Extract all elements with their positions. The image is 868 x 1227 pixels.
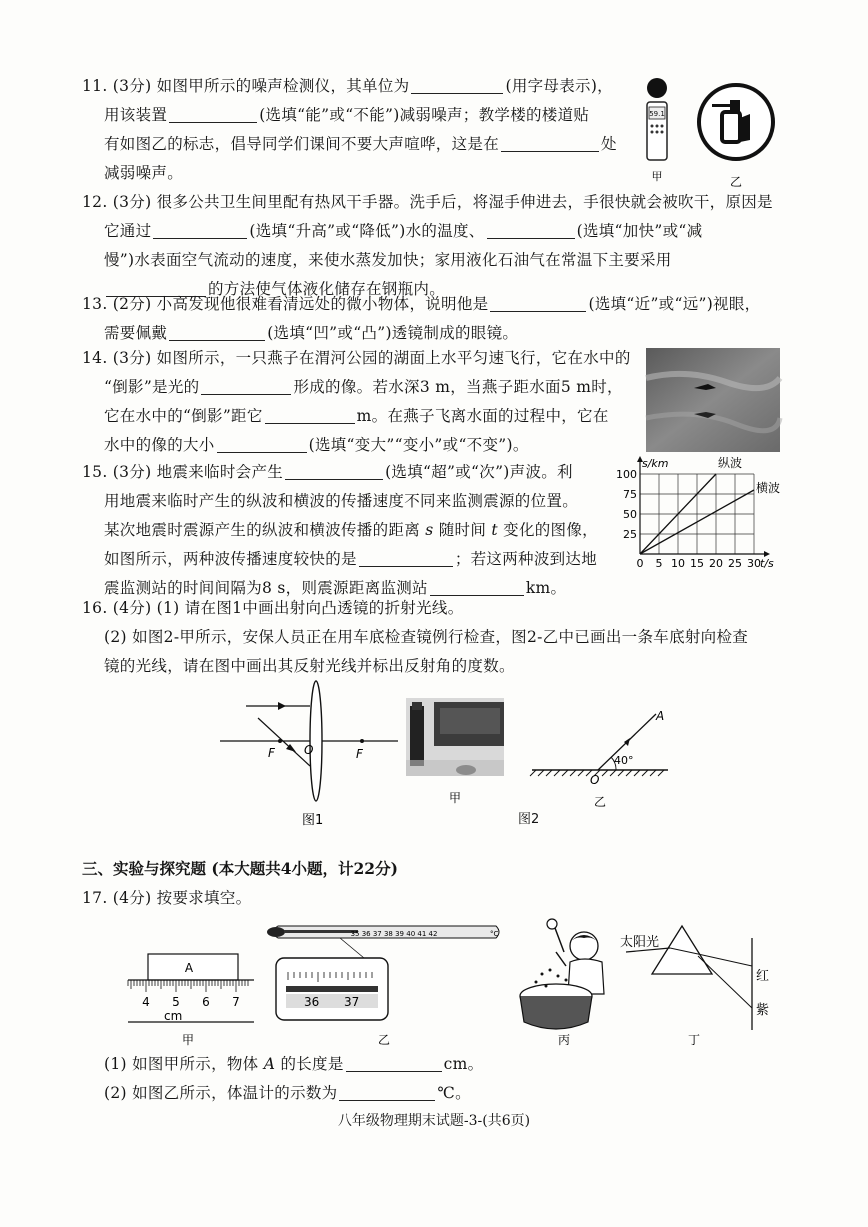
wave-chart (616, 456, 788, 580)
page-footer: 八年级物理期末试题-3-(共6页) (337, 1113, 531, 1129)
q15-var-t: t (491, 521, 498, 539)
q12-text: 慢”)水表面空气流动的速度，来使水蒸发加快；家用液化石油气在常温下主要采用 (104, 251, 672, 269)
q13-blank-1[interactable] (490, 293, 586, 312)
label-jia: 甲 (448, 791, 462, 805)
ruler-unit: cm (164, 1009, 183, 1023)
label-jia: 甲 (651, 170, 663, 183)
chart-x-tick-label: 25 (728, 557, 742, 570)
q15-text: km。 (525, 579, 567, 597)
q11-text: 减弱噪声。 (104, 164, 184, 182)
chart-y-tick-label: 75 (623, 488, 637, 501)
prism (652, 926, 712, 974)
question-14 (82, 344, 642, 460)
q14-blank-3[interactable] (217, 434, 307, 453)
q15-text: 如图所示，两种波传播速度较快的是 (104, 550, 357, 568)
question-16 (82, 594, 802, 681)
figure-1-label: 图1 (302, 813, 324, 828)
q13-text: (选填“近”或“远”)视眼， (588, 295, 761, 313)
chart-y-label: s/km (642, 457, 669, 470)
q17-text: cm。 (443, 1055, 484, 1073)
violet-label: 紫 (756, 1003, 770, 1018)
section-3-title: 三、实验与探究题 (本大题共4小题，计22分) (82, 859, 398, 878)
q14-text: (选填“变大”“变小”或“不变”)。 (308, 436, 529, 454)
q14-text: “倒影”是光的 (104, 378, 200, 396)
q12-text: 12. (3分) 很多公共卫生间里配有热风干手器。洗手后，将湿手伸进去，手很快就会被吹干，原因是 (82, 193, 773, 211)
q15-text: 随时间 (438, 521, 487, 539)
q16-text: 镜的光线，请在图中画出其反射光线并标出反射角的度数。 (104, 657, 515, 675)
chart-x-tick-label: 30 (747, 557, 761, 570)
car-inspection-photo (406, 698, 504, 808)
q13-blank-2[interactable] (169, 322, 265, 341)
prism-figure (618, 926, 780, 1050)
swallow-photo (646, 348, 780, 452)
q17-blank-1[interactable] (346, 1053, 442, 1072)
chart-series-label-2: 横波 (756, 481, 781, 495)
question-15 (82, 458, 642, 603)
q13-text: 需要佩戴 (104, 324, 168, 342)
q16-text: (2) 如图2-甲所示，安保人员正在用车底检查镜例行检查，图2-乙中已画出一条车底射向检查 (104, 628, 749, 646)
chart-x-tick-label: 5 (655, 557, 663, 570)
q12-blank-1[interactable] (153, 220, 247, 239)
label-yi: 乙 (729, 175, 743, 189)
q14-text: m。在燕子飞离水面的过程中，它在 (356, 407, 609, 425)
point-o-label: O (590, 773, 600, 787)
chart-x-tick-label: 10 (671, 557, 685, 570)
object-a-label: A (184, 961, 194, 975)
q14-text: 水中的像的大小 (104, 436, 215, 454)
q14-text: 14. (3分) 如图所示，一只燕子在渭河公园的湖面上水平匀速飞行，它在水中的 (82, 349, 631, 367)
q12-text: 它通过 (104, 222, 152, 240)
chart-y-tick-label: 25 (623, 528, 637, 541)
q15-text: (选填“超”或“次”)声波。利 (385, 463, 573, 481)
q17-text: 17. (4分) 按要求填空。 (82, 889, 252, 907)
lens-figure (216, 680, 402, 830)
ruler-tick-label: 7 (232, 995, 240, 1009)
q13-text: (选填“凹”或“凸”)透镜制成的眼镜。 (267, 324, 519, 342)
q15-var-s: s (425, 521, 434, 539)
q15-text: 震监测站的时间间隔为8 s，则震源距离监测站 (104, 579, 428, 597)
q17-text: ℃。 (437, 1084, 471, 1102)
label-jia: 甲 (181, 1033, 195, 1047)
ruler-tick-label: 5 (172, 995, 180, 1009)
focus-left-label: F (268, 746, 275, 760)
mirror-figure (528, 700, 672, 812)
q15-blank-2[interactable] (359, 548, 453, 567)
q12-text: 的方法使气体液化储存在钢瓶内。 (208, 280, 446, 298)
q14-blank-2[interactable] (265, 405, 355, 424)
sunlight-label: 太阳光 (620, 935, 660, 950)
q15-text: 15. (3分) 地震来临时会产生 (82, 463, 284, 481)
chart-x-tick-label: 15 (690, 557, 704, 570)
q17-var-a: A (263, 1055, 276, 1073)
q11-text: 有如图乙的标志，倡导同学们课间不要大声喧哗，这是在 (104, 135, 500, 153)
red-label: 红 (756, 969, 770, 984)
q15-text: 某次地震时震源产生的纵波和横波传播的距离 (104, 521, 421, 539)
ruler-ticks (128, 980, 248, 1009)
optical-center-label: O (304, 743, 314, 757)
meter-reading: 59.1 (649, 110, 665, 118)
label-ding: 丁 (687, 1033, 701, 1047)
label-yi: 乙 (377, 1033, 391, 1047)
question-17-parts (104, 1050, 704, 1108)
q12-text: (选填“升高”或“降低”)水的温度、 (249, 222, 485, 240)
ruler-tick-label: 4 (142, 995, 150, 1009)
q17-blank-2[interactable] (339, 1082, 435, 1101)
thermometer-zoom-37: 37 (344, 995, 360, 1009)
chart-y-tick-label: 100 (616, 468, 637, 481)
q15-text: 变化的图像， (503, 521, 598, 539)
thermometer-figure (264, 920, 506, 1050)
chart-series-label-1: 纵波 (718, 456, 743, 470)
q11-text: (用字母表示)， (505, 77, 613, 95)
question-12 (82, 188, 782, 304)
incident-ray-2[interactable] (258, 718, 310, 766)
q17-text: (2) 如图乙所示，体温计的示数为 (104, 1084, 338, 1102)
quiet-sign-figure (694, 82, 778, 192)
thermometer-scale: 35 36 37 38 39 40 41 42 (350, 930, 438, 938)
q11-blank-1[interactable] (411, 75, 503, 94)
chart-x-tick-label: 0 (636, 557, 644, 570)
q17-text: (1) 如图甲所示，物体 (104, 1055, 259, 1073)
drum-figure (512, 912, 616, 1050)
q15-blank-1[interactable] (285, 461, 383, 480)
q11-text: (选填“能”或“不能”)减弱噪声；教学楼的楼道贴 (259, 106, 590, 124)
figure-2-label: 图2 (518, 812, 540, 827)
q12-blank-2[interactable] (487, 220, 575, 239)
thermometer-zoom-36: 36 (304, 995, 320, 1009)
convex-lens (310, 681, 322, 801)
q14-text: 它在水中的“倒影”距它 (104, 407, 263, 425)
label-bing: 丙 (557, 1033, 571, 1047)
chart-x-label: t/s (760, 557, 774, 570)
label-yi: 乙 (593, 795, 607, 809)
q12-text: (选填“加快”或“减 (576, 222, 703, 240)
q14-text: 形成的像。若水深3 m，当燕子距水面5 m时， (293, 378, 623, 396)
q11-blank-3[interactable] (501, 133, 599, 152)
q11-blank-2[interactable] (169, 104, 257, 123)
ruler-tick-label: 6 (202, 995, 210, 1009)
chart-x-tick-label: 20 (709, 557, 723, 570)
ruler-figure (126, 950, 256, 1050)
q17-text: 的长度是 (280, 1055, 344, 1073)
q11-text: 处 (601, 135, 617, 153)
q11-text: 11. (3分) 如图甲所示的噪声检测仪，其单位为 (82, 77, 410, 95)
thermometer-unit: °C (490, 930, 499, 938)
point-a-label: A (656, 709, 665, 723)
q16-text: 16. (4分) (1) 请在图1中画出射向凸透镜的折射光线。 (82, 599, 464, 617)
question-13 (82, 290, 782, 348)
q14-blank-1[interactable] (201, 376, 291, 395)
focus-right-label: F (356, 747, 363, 761)
angle-label: 40° (614, 754, 634, 767)
noise-meter-figure (644, 74, 672, 184)
chart-y-tick-label: 50 (623, 508, 637, 521)
q13-text: 13. (2分) 小高发现他很难看清远处的微小物体，说明他是 (82, 295, 489, 313)
question-11 (82, 72, 642, 188)
question-17 (82, 884, 782, 913)
q11-text: 用该装置 (104, 106, 168, 124)
q15-text: ；若这两种波到达地 (454, 550, 598, 568)
q15-text: 用地震来临时产生的纵波和横波的传播速度不同来监测震源的位置。 (104, 492, 579, 510)
